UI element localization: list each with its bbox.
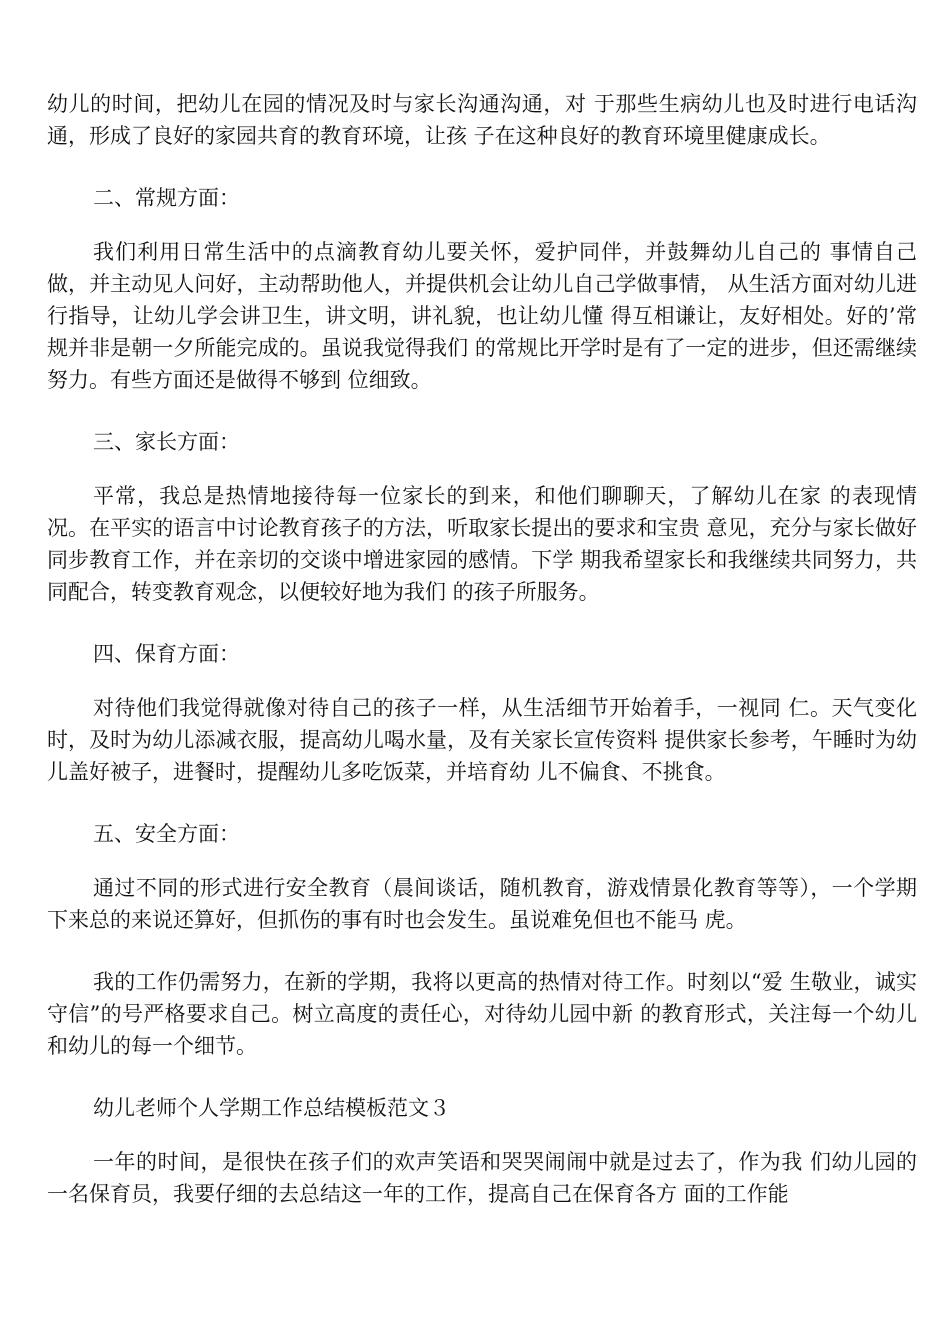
paragraph-routine: 我们利用日常生活中的点滴教育幼儿要关怀，爱护同伴，并鼓舞幼儿自己的 事情自己做，并主动见人问好，主动帮助他人，并提供机会让幼儿自己学做事情， 从生活方面对幼儿进行指导，让幼儿学会讲卫生，讲文明，讲礼貌，也让幼儿懂 得互相谦让，友好相处。好的’常规并非是朝一夕所能完成的。虽说我觉得我们 的常规比开学时是有了一定的进步，但还需继续努力。有些方面还是做得不够到 位细致。	[47, 240, 918, 392]
section-heading-routine: 二、常规方面：	[93, 186, 240, 210]
paragraph-safety: 通过不同的形式进行安全教育（晨间谈话，随机教育，游戏情景化教育等等），一个学期下来总的来说还算好，但抓伤的事有时也会发生。虽说难免但也不能马 虎。	[47, 876, 917, 932]
document-page	[47, 88, 917, 1210]
section-heading-safety: 五、安全方面：	[93, 822, 240, 846]
paragraph-parents: 平常，我总是热情地接待每一位家长的到来，和他们聊聊天，了解幼儿在家 的表现情况。在平实的语言中讨论教育孩子的方法，听取家长提出的要求和宝贵 意见，充分与家长做好同步教育工作，并在亲切的交谈中增进家园的感情。下学 期我希望家长和我继续共同努力，共同配合，转变教育观念，以便较好地为我们 的孩子所服务。	[47, 484, 918, 604]
paragraph-article-3-intro: 一年的时间，是很快在孩子们的欢声笑语和哭哭闹闹中就是过去了，作为我 们幼儿园的一名保育员，我要仔细的去总结这一年的工作，提高自己在保育各方 面的工作能	[47, 1150, 917, 1206]
paragraph-care: 对待他们我觉得就像对待自己的孩子一样，从生活细节开始着手，一视同 仁。天气变化时，及时为幼儿添减衣服，提高幼儿喝水量，及有关家长宣传资料 提供家长参考，午睡时为幼儿盖好被子，进餐时，提醒幼儿多吃饭菜，并培育幼 儿不偏食、不挑食。	[47, 696, 917, 784]
article-title-3: 幼儿老师个人学期工作总结模板范文３	[93, 1096, 450, 1120]
section-heading-care: 四、保育方面：	[93, 642, 240, 666]
paragraph-conclusion: 我的工作仍需努力，在新的学期，我将以更高的热情对待工作。时刻以“爱 生敬业，诚实守信”的号严格要求自己。树立高度的责任心，对待幼儿园中新 的教育形式，关注每一个幼儿和幼儿的每一个细节。	[47, 970, 917, 1058]
paragraph-continuation: 幼儿的时间，把幼儿在园的情况及时与家长沟通沟通，对 于那些生病幼儿也及时进行电话沟通，形成了良好的家园共育的教育环境，让孩 子在这种良好的教育环境里健康成长。	[47, 92, 917, 148]
section-heading-parents: 三、家长方面：	[93, 430, 240, 454]
